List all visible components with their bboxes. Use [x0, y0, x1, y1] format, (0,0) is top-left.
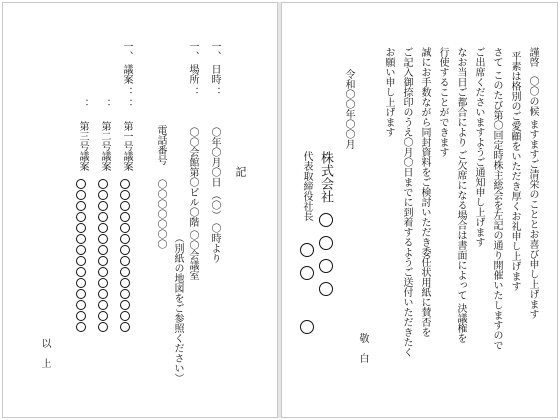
date-label: 一、 日時 ：	[209, 41, 220, 98]
notice-page	[2, 2, 278, 418]
letter-date: 令和〇〇年〇〇月	[343, 69, 354, 149]
letter-line-5: なお当日ご都合により ご欠席になる場合は書面によって 決議権を	[455, 47, 466, 344]
company-name: 株式会社	[318, 151, 333, 203]
agenda-sep: ：	[121, 99, 132, 109]
agenda1-label: 第一号議案	[121, 121, 132, 171]
letter-line-4: ご出席くださいますようご通知申し上げます	[473, 47, 484, 247]
letter-line-6: 行使することができます	[437, 47, 448, 157]
letter-line-1: 〇〇の候 ますますご清栄のこととお喜び申し上げます	[527, 76, 538, 320]
agenda-sep: ：	[99, 99, 110, 109]
agenda3-label: 第三号議案	[77, 121, 88, 171]
representative-placeholder	[300, 243, 314, 343]
place-label: 一、 場所 ：	[187, 41, 198, 98]
notice-heading: 記	[234, 166, 247, 177]
representative-title: 代表取締役社長	[301, 151, 312, 221]
letter-line-8: ご記入御捺印のうえ〇月〇日までに到着するようご送付いただきたく	[401, 47, 412, 357]
letter-line-9: お願い申し上げます	[383, 47, 394, 137]
phone-value: 〇〇〇〇〇〇〇	[155, 179, 166, 249]
letter-page	[281, 2, 558, 418]
agenda-label: 一、 議案 ：	[121, 41, 132, 98]
greeting: 謹啓	[527, 47, 538, 67]
agenda1-placeholder	[120, 179, 130, 333]
company-placeholder	[319, 213, 333, 305]
letter-line-7: 誠にお手数ながら同封資料をご検討いただき委任状用紙に賛否を	[419, 47, 430, 337]
end-mark: 以 上	[39, 338, 50, 368]
agenda2-placeholder	[98, 179, 108, 333]
agenda2-label: 第二号議案	[99, 121, 110, 171]
closing: 敬 白	[357, 333, 368, 363]
agenda-sep: ：	[77, 99, 88, 109]
place-value: 〇〇会館第〇ビル〇階 〇〇会議室	[187, 127, 198, 281]
letter-line-2: 平素は格別のご愛顧をいただき厚くお礼申し上げます	[509, 51, 520, 291]
phone-label: 電話番号	[155, 125, 166, 165]
agenda3-placeholder	[76, 179, 86, 333]
place-note: （別紙の地図をご参照ください）	[172, 233, 183, 383]
letter-line-3: さて このたび第〇回定時株主総会を左記の通り開催いたしますので	[491, 47, 502, 351]
date-value: 〇年〇月〇日 （〇） 〇時より	[209, 127, 220, 264]
